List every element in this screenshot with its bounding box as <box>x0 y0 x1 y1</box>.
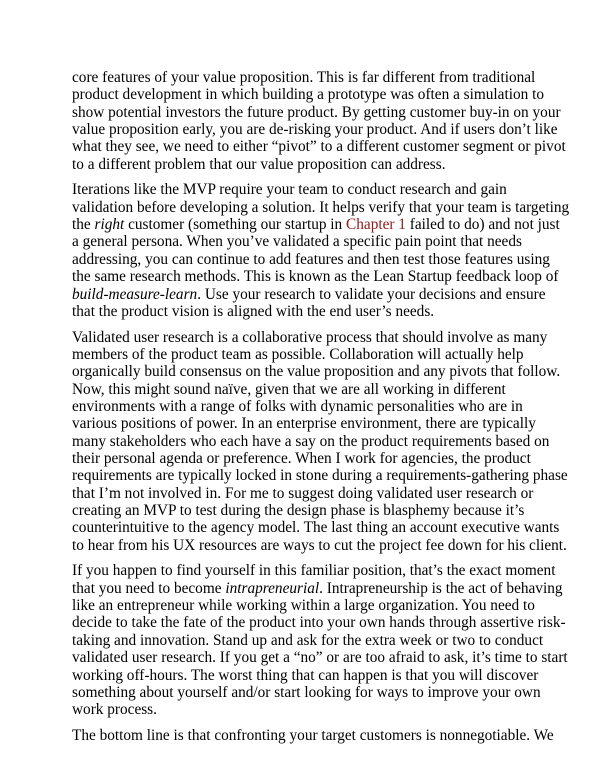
text-segment: customer (something our startup in <box>124 216 347 234</box>
text-line <box>72 579 563 597</box>
text-segment: Iterations like the MVP require your team to conduct research and gain <box>72 181 507 199</box>
paragraph <box>72 328 568 554</box>
text-line <box>72 156 530 173</box>
text-segment: what they see, we need to either “pivot” to a different customer segment or pivot <box>72 138 566 156</box>
text-segment: their personal agenda or preference. When I work for agencies, the product <box>72 450 531 467</box>
text-segment: decide to take the fate of the product into your own hands through assertive risk- <box>72 614 566 632</box>
text-line <box>72 103 561 121</box>
text-segment: If you happen to find yourself in this familiar position, that’s the exact moment <box>72 562 556 580</box>
text-line <box>72 346 530 363</box>
text-segment: validated user research. If you get a “no” or are too afraid to ask, it’s time to start <box>72 649 568 667</box>
text-segment: the same research methods. This is known as the Lean Startup feedback loop of <box>72 268 559 286</box>
text-line <box>72 415 536 433</box>
text-line <box>72 484 534 502</box>
text-segment: value proposition early, you are de-risking your product. And if users don’t like <box>72 121 558 139</box>
text-line <box>72 285 546 303</box>
text-segment: working off-hours. The worst thing that can happen is that you will discover <box>72 666 539 684</box>
emphasized-text: build-measure-learn <box>72 285 198 303</box>
text-line <box>72 614 566 632</box>
text-line <box>72 649 568 667</box>
text-segment: addressing, you can continue to add features and then test those features using <box>72 250 550 268</box>
text-segment: various positions of power. In an enterprise environment, there are typically <box>72 415 536 433</box>
text-line <box>72 683 541 701</box>
text-line <box>72 138 566 156</box>
text-line <box>72 381 530 398</box>
text-line <box>72 233 530 250</box>
text-line <box>72 268 559 286</box>
text-segment: core features of your value proposition. This is far different from traditional <box>72 69 536 86</box>
text-segment: that you need to become <box>72 579 226 597</box>
text-segment: Validated user research is a collaborative process that should involve as many <box>72 328 548 346</box>
text-segment: requirements are typically locked in stone during a requirements-gathering phase <box>72 467 568 485</box>
text-segment: product development in which building a prototype was often a simulation to <box>72 86 544 104</box>
text-line <box>72 631 544 649</box>
text-segment: creating an MVP to test during the design phase is blasphemy because it’s <box>72 502 525 520</box>
text-line <box>72 121 558 139</box>
text-line <box>72 432 550 450</box>
text-line <box>72 450 530 467</box>
text-segment: show potential investors the future product. By getting customer buy-in on your <box>72 103 561 121</box>
text-segment: many stakeholders who each have a say on the product requirements based on <box>72 432 550 450</box>
document-page <box>72 69 570 753</box>
text-segment: . Use your research to validate your decisions and ensure <box>197 285 546 303</box>
text-line <box>72 562 556 580</box>
text-segment: organically build consensus on the value proposition and any pivots that follow. <box>72 363 561 381</box>
text-segment: taking and innovation. Stand up and ask for the extra week or two to conduct <box>72 631 544 649</box>
text-segment: something about yourself and/or start looking for ways to improve your own <box>72 683 541 701</box>
text-line <box>72 597 535 615</box>
text-segment: Now, this might sound naïve, given that we are all working in different <box>72 380 506 398</box>
text-segment: environments with a range of folks with dynamic personalities who are in <box>72 397 523 415</box>
emphasized-text: right <box>94 216 125 234</box>
text-line <box>72 398 530 415</box>
text-segment: to a different problem that our value proposition can address. <box>72 155 446 173</box>
text-segment: The bottom line is that confronting your target customers is nonnegotiable. We <box>72 726 554 744</box>
text-line <box>72 536 567 554</box>
text-line <box>72 666 539 684</box>
text-segment: the <box>72 216 95 234</box>
text-line <box>72 198 570 216</box>
text-line <box>72 467 568 485</box>
text-line <box>72 250 550 268</box>
text-segment: that I’m not involved in. For me to suggest doing validated user research or <box>72 484 534 502</box>
text-segment: like an entrepreneur while working within a large organization. You need to <box>72 597 535 615</box>
text-line <box>72 328 548 346</box>
text-segment: failed to do) and not just <box>405 216 560 234</box>
text-line <box>72 701 530 718</box>
text-segment: a general persona. When you’ve validated a specific pain point that needs <box>72 233 522 251</box>
paragraph <box>72 69 566 173</box>
text-line <box>72 181 530 198</box>
text-line <box>72 726 554 744</box>
paragraph <box>72 181 570 320</box>
text-line <box>72 519 560 537</box>
text-line <box>72 303 530 320</box>
text-segment: . Intrapreneurship is the act of behaving <box>319 579 563 597</box>
text-line <box>72 363 561 381</box>
text-line <box>72 216 560 234</box>
paragraph <box>72 562 568 719</box>
text-segment: to hear from his UX resources are ways to cut the project fee down for his client. <box>72 536 567 554</box>
text-segment: validation before developing a solution. It helps verify that your team is targeting <box>72 198 570 216</box>
emphasized-text: intrapreneurial <box>225 579 320 597</box>
text-segment: members of the product team as possible. Collaboration will actually help <box>72 345 524 363</box>
text-segment: work process. <box>72 701 157 719</box>
text-line <box>72 502 530 519</box>
text-segment: counterintuitive to the agency model. The last thing an account executive wants <box>72 519 560 537</box>
text-line <box>72 86 544 104</box>
text-line <box>72 69 536 86</box>
paragraph <box>72 726 554 744</box>
text-segment: that the product vision is aligned with the end user’s needs. <box>72 302 435 320</box>
chapter-link[interactable]: Chapter 1 <box>346 216 406 234</box>
